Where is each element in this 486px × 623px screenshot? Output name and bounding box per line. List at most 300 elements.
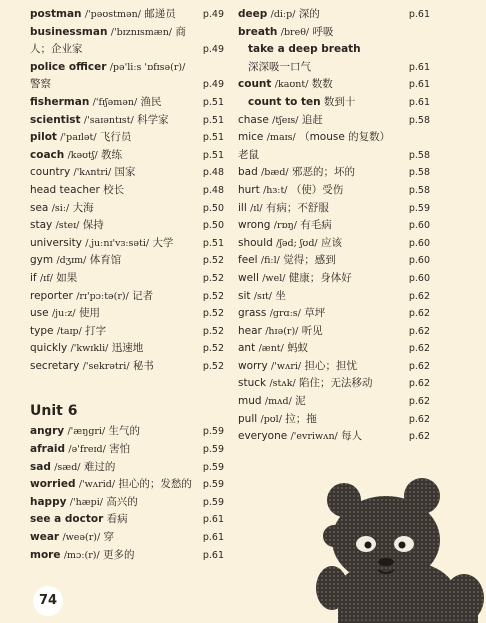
vocab-entry-more xyxy=(30,547,224,565)
vocab-entry-wrong xyxy=(238,217,430,235)
page-reference: p.51 xyxy=(202,237,224,249)
page-reference: p.62 xyxy=(408,413,430,425)
headword: wear xyxy=(30,531,60,544)
headword: head teacher xyxy=(30,183,100,196)
entry-text xyxy=(30,24,224,59)
chinese-gloss: 打字 xyxy=(85,324,107,337)
entry-text xyxy=(238,252,430,270)
vocab-entry-gym xyxy=(30,252,224,270)
headword: sad xyxy=(30,460,51,473)
phonetic: /'æŋgri/ xyxy=(67,426,106,438)
vocab-entry-postman xyxy=(30,6,224,24)
headword: reporter xyxy=(30,289,73,302)
headword: coach xyxy=(30,148,65,161)
page-reference: p.60 xyxy=(408,237,430,249)
entry-text xyxy=(30,511,224,529)
page-reference: p.62 xyxy=(408,325,430,337)
phonetic: /'kʌntri/ xyxy=(73,167,112,179)
vocab-entry-university xyxy=(30,235,224,253)
phonetic: /kəʊtʃ/ xyxy=(67,149,98,161)
chinese-gloss: 更多的 xyxy=(103,548,135,561)
chinese-gloss: 国家 xyxy=(114,166,136,179)
entry-text xyxy=(30,270,224,288)
vocab-entry-hear xyxy=(238,323,430,341)
chinese-gloss: （mouse 的复数）老鼠 xyxy=(238,131,391,161)
entry-text xyxy=(238,235,430,253)
entry-text xyxy=(30,217,224,235)
vocab-entry-see-a-doctor xyxy=(30,511,224,529)
chinese-gloss: 每人 xyxy=(341,430,363,443)
chinese-gloss: 保持 xyxy=(82,219,104,232)
phonetic: /'fɪʃəmən/ xyxy=(92,96,138,108)
page-reference: p.61 xyxy=(202,549,224,561)
phonetic: /grɑːs/ xyxy=(269,308,301,320)
headword: mice xyxy=(238,131,264,144)
chinese-gloss: 穿 xyxy=(103,531,115,544)
chinese-gloss: 害怕 xyxy=(109,443,131,456)
vocab-entry-everyone xyxy=(238,428,430,446)
entry-text xyxy=(238,59,430,77)
headword: grass xyxy=(238,307,267,320)
entry-text xyxy=(238,112,430,130)
headword: ant xyxy=(238,342,256,355)
page-reference: p.48 xyxy=(202,184,224,196)
entry-text xyxy=(30,459,224,477)
headword: pilot xyxy=(30,131,57,144)
headword: university xyxy=(30,236,82,249)
vocab-entry-deep xyxy=(238,6,430,24)
entry-text xyxy=(30,358,224,376)
phonetic: /ə'freɪd/ xyxy=(68,444,106,456)
phonetic: /taɪp/ xyxy=(56,325,82,337)
headword: use xyxy=(30,307,49,320)
entry-text xyxy=(238,129,430,164)
page-reference: p.49 xyxy=(202,44,224,56)
entry-text xyxy=(238,164,430,182)
headword: angry xyxy=(30,425,65,438)
headword: worry xyxy=(238,359,268,372)
headword: stay xyxy=(30,219,53,232)
page-reference: p.61 xyxy=(202,514,224,526)
page-reference: p.61 xyxy=(408,9,430,20)
headword: worried xyxy=(30,478,76,491)
phonetic: /'evriwʌn/ xyxy=(290,431,338,443)
headword: sit xyxy=(238,289,251,302)
page-reference: p.62 xyxy=(408,343,430,355)
entry-text xyxy=(238,76,430,94)
phonetic: /sæd/ xyxy=(54,461,81,473)
page-reference: p.62 xyxy=(408,431,430,443)
page-reference: p.50 xyxy=(202,220,224,232)
page-reference: p.59 xyxy=(202,444,224,456)
headword: count to ten xyxy=(248,95,321,108)
vocab-entry-feel xyxy=(238,252,430,270)
vocab-entry-stuck xyxy=(238,375,430,393)
entry-text xyxy=(30,476,224,494)
entry-text xyxy=(30,305,224,323)
headword: well xyxy=(238,271,259,284)
headword: count xyxy=(238,78,272,91)
chinese-gloss: 邮递员 xyxy=(144,8,176,20)
chinese-gloss: 陷住；无法移动 xyxy=(299,377,373,390)
entry-text xyxy=(238,200,430,218)
phonetic: /hɪə(r)/ xyxy=(265,325,299,337)
phonetic: /'kwɪkli/ xyxy=(70,343,109,355)
chinese-gloss: 生气的 xyxy=(108,425,141,438)
entry-text xyxy=(30,547,224,565)
entry-text xyxy=(30,200,224,218)
page-reference: p.62 xyxy=(408,396,430,408)
phonetic: /ɪl/ xyxy=(250,202,263,214)
headword: hurt xyxy=(238,183,260,196)
phonetic: /stʌk/ xyxy=(269,378,296,390)
phonetic: /hɜːt/ xyxy=(263,184,288,196)
vocab-entry-should xyxy=(238,235,430,253)
chinese-gloss: 商人；企业家 xyxy=(30,25,186,56)
entry-text xyxy=(238,375,430,393)
vocab-entry-well xyxy=(238,270,430,288)
chinese-gloss: 邪恶的；坏的 xyxy=(291,166,355,179)
chinese-gloss: 觉得；感到 xyxy=(283,254,336,267)
chinese-gloss: 坐 xyxy=(275,289,286,302)
chinese-gloss: 蚂蚁 xyxy=(287,342,309,355)
headword: feel xyxy=(238,254,258,267)
page-reference: p.58 xyxy=(408,184,430,196)
page-reference: p.62 xyxy=(408,290,430,302)
page-reference: p.52 xyxy=(202,308,224,320)
headword: ill xyxy=(238,201,247,214)
chinese-gloss: 呼吸 xyxy=(312,25,334,38)
headword: scientist xyxy=(30,113,81,126)
chinese-gloss: 警察 xyxy=(30,78,51,91)
phonetic: /pə'liːs 'ɒfɪsə(r)/ xyxy=(109,61,186,73)
chinese-gloss: 记者 xyxy=(132,289,154,302)
chinese-gloss: 大学 xyxy=(152,236,174,249)
headword: postman xyxy=(30,8,82,20)
entry-text xyxy=(238,340,430,358)
chinese-gloss: 担心的；发愁的 xyxy=(118,478,192,491)
entry-text xyxy=(238,393,430,411)
chinese-gloss: 如果 xyxy=(56,271,78,284)
sub-entry xyxy=(238,94,430,112)
vocab-entry-sad xyxy=(30,459,224,477)
headword: stuck xyxy=(238,377,267,390)
entry-text xyxy=(238,323,430,341)
chinese-gloss: 有病；不舒服 xyxy=(265,201,329,214)
entry-text xyxy=(238,41,430,59)
vocab-entry-fisherman xyxy=(30,94,224,112)
headword: police officer xyxy=(30,60,107,73)
entry-text xyxy=(238,411,430,429)
phonetic: /'paɪlət/ xyxy=(60,132,97,144)
entry-text xyxy=(238,428,430,446)
chinese-gloss: 看病 xyxy=(106,513,128,526)
headword: businessman xyxy=(30,25,108,38)
chinese-gloss: 校长 xyxy=(103,183,125,196)
page-reference: p.62 xyxy=(408,378,430,390)
page-reference: p.51 xyxy=(202,96,224,108)
headword: should xyxy=(238,236,273,249)
page-reference: p.58 xyxy=(408,114,430,126)
vocab-entry-use xyxy=(30,305,224,323)
phonetic: /mɔː(r)/ xyxy=(63,549,100,561)
chinese-gloss: 追赶 xyxy=(301,113,323,126)
vocab-entry-breath xyxy=(238,24,430,42)
entry-text xyxy=(30,441,224,459)
entry-text xyxy=(238,182,430,200)
phonetic: /kaʊnt/ xyxy=(274,79,309,91)
entry-text xyxy=(238,358,430,376)
word-list-continued xyxy=(238,6,430,446)
entry-text xyxy=(30,59,224,94)
vocab-entry-ill xyxy=(238,200,430,218)
headword: sea xyxy=(30,201,49,214)
phonetic: /'wʌri/ xyxy=(271,360,302,372)
word-list-right-column xyxy=(238,6,430,446)
headword: chase xyxy=(238,113,269,126)
vocab-entry-head-teacher xyxy=(30,182,224,200)
chinese-gloss: 深的 xyxy=(298,8,320,20)
vocab-entry-stay xyxy=(30,217,224,235)
headword: quickly xyxy=(30,342,68,355)
word-list-left-column xyxy=(30,6,224,564)
headword: gym xyxy=(30,254,54,267)
chinese-gloss: 体育馆 xyxy=(89,254,122,267)
phonetic: /sɪt/ xyxy=(253,290,272,302)
headword: take a deep breath xyxy=(248,43,361,56)
word-list-unit-6 xyxy=(30,423,224,564)
vocab-entry-coach xyxy=(30,147,224,165)
page-reference: p.62 xyxy=(408,360,430,372)
headword: if xyxy=(30,271,37,284)
page-reference: p.60 xyxy=(408,272,430,284)
vocab-entry-secretary xyxy=(30,358,224,376)
headword: more xyxy=(30,548,61,561)
chinese-gloss: 使用 xyxy=(78,307,100,320)
vocab-entry-sea xyxy=(30,200,224,218)
entry-text xyxy=(30,6,224,24)
phonetic: /breθ/ xyxy=(280,26,310,38)
phonetic: /siː/ xyxy=(51,202,70,214)
chinese-gloss: 担心；担忧 xyxy=(304,359,357,372)
headword: country xyxy=(30,166,71,179)
vocab-entry-count xyxy=(238,76,430,94)
entry-text xyxy=(238,305,430,323)
chinese-gloss: 渔民 xyxy=(140,95,162,108)
page-reference: p.52 xyxy=(202,290,224,302)
page-reference: p.51 xyxy=(202,114,224,126)
phonetic: /bæd/ xyxy=(261,167,289,179)
page-reference: p.49 xyxy=(202,9,224,20)
vocab-entry-police-officer xyxy=(30,59,224,94)
entry-text xyxy=(30,423,224,441)
page-reference: p.59 xyxy=(202,426,224,438)
vocab-entry-if xyxy=(30,270,224,288)
phonetic: /'wʌrid/ xyxy=(78,479,116,491)
page-reference: p.58 xyxy=(408,149,430,161)
page-reference: p.51 xyxy=(202,149,224,161)
phonetic: /mʌd/ xyxy=(264,396,292,408)
headword: afraid xyxy=(30,443,66,456)
headword: mud xyxy=(238,395,262,408)
chinese-gloss: 应该 xyxy=(320,236,342,249)
page-reference: p.61 xyxy=(202,532,224,544)
vocab-entry-mud xyxy=(238,393,430,411)
headword: everyone xyxy=(238,430,288,443)
phonetic: /'saɪəntɪst/ xyxy=(83,114,134,126)
chinese-gloss: 数数 xyxy=(311,78,333,91)
chinese-gloss: 泥 xyxy=(295,395,306,408)
headword: wrong xyxy=(238,219,271,232)
vocab-entry-pull xyxy=(238,411,430,429)
unit-6-heading: Unit 6 xyxy=(30,403,78,420)
phonetic: /tʃeɪs/ xyxy=(272,114,299,126)
phonetic: /maɪs/ xyxy=(266,132,296,144)
phonetic: /'bɪznɪsmæn/ xyxy=(110,26,173,38)
phonetic: /'pəʊstmən/ xyxy=(84,9,141,20)
phonetic: /pʊl/ xyxy=(260,413,282,425)
vocab-entry-wear xyxy=(30,529,224,547)
entry-text xyxy=(238,217,430,235)
page-reference: p.62 xyxy=(408,308,430,320)
chinese-gloss: （使）受伤 xyxy=(290,183,344,196)
chinese-gloss: 有毛病 xyxy=(300,219,332,232)
headword: fisherman xyxy=(30,95,90,108)
chinese-gloss: 秘书 xyxy=(132,359,154,372)
phonetic: /wel/ xyxy=(262,272,286,284)
headword: happy xyxy=(30,495,67,508)
vocab-entry-chase xyxy=(238,112,430,130)
entry-text xyxy=(30,252,224,270)
sub-entry xyxy=(238,59,430,77)
chinese-gloss: 深深吸一口气 xyxy=(248,60,311,73)
entry-text xyxy=(30,323,224,341)
page-reference: p.60 xyxy=(408,220,430,232)
entry-text xyxy=(238,24,430,42)
phonetic: /rɒŋ/ xyxy=(273,220,297,232)
chinese-gloss: 健康；身体好 xyxy=(288,271,352,284)
phonetic: /diːp/ xyxy=(270,9,296,20)
page-reference: p.52 xyxy=(202,325,224,337)
page-reference: p.61 xyxy=(408,79,430,91)
vocab-entry-reporter xyxy=(30,288,224,306)
page-reference: p.52 xyxy=(202,272,224,284)
word-list-main xyxy=(30,6,224,375)
entry-text xyxy=(30,182,224,200)
phonetic: /rɪ'pɔːtə(r)/ xyxy=(76,290,129,302)
vocab-entry-pilot xyxy=(30,129,224,147)
vocab-entry-angry xyxy=(30,423,224,441)
entry-text xyxy=(238,288,430,306)
vocab-entry-businessman xyxy=(30,24,224,59)
page-reference: p.59 xyxy=(202,461,224,473)
phonetic: /weə(r)/ xyxy=(62,532,101,544)
entry-text xyxy=(238,94,430,112)
page-reference: p.48 xyxy=(202,167,224,179)
entry-text xyxy=(30,529,224,547)
entry-text xyxy=(30,94,224,112)
phonetic: /steɪ/ xyxy=(55,220,80,232)
page-reference: p.60 xyxy=(408,255,430,267)
vocab-entry-bad xyxy=(238,164,430,182)
sub-entry xyxy=(238,41,430,59)
headword: see a doctor xyxy=(30,513,104,526)
entry-text xyxy=(238,270,430,288)
chinese-gloss: 难过的 xyxy=(83,460,116,473)
chinese-gloss: 大海 xyxy=(72,201,94,214)
chinese-gloss: 听见 xyxy=(301,324,323,337)
phonetic: /ænt/ xyxy=(258,343,284,355)
chinese-gloss: 数到十 xyxy=(323,95,356,108)
vocab-entry-grass xyxy=(238,305,430,323)
chinese-gloss: 拉；拖 xyxy=(285,412,317,425)
page-reference: p.59 xyxy=(202,496,224,508)
headword: secretary xyxy=(30,359,80,372)
entry-text xyxy=(30,129,224,147)
vocab-entry-hurt xyxy=(238,182,430,200)
chinese-gloss: 草坪 xyxy=(304,307,326,320)
chinese-gloss: 科学家 xyxy=(137,113,169,126)
headword: pull xyxy=(238,412,258,425)
vocab-entry-country xyxy=(30,164,224,182)
page-reference: p.61 xyxy=(408,61,430,73)
page-reference: p.49 xyxy=(202,79,224,91)
phonetic: /'hæpi/ xyxy=(69,496,103,508)
page-reference: p.52 xyxy=(202,343,224,355)
phonetic: /ˌjuːnɪ'vɜːsəti/ xyxy=(85,237,150,249)
entry-text xyxy=(30,288,224,306)
chinese-gloss: 飞行员 xyxy=(99,131,132,144)
headword: bad xyxy=(238,166,258,179)
chinese-gloss: 高兴的 xyxy=(106,495,138,508)
headword: deep xyxy=(238,8,268,20)
page-reference: p.58 xyxy=(408,167,430,179)
page-reference: p.52 xyxy=(202,255,224,267)
headword: breath xyxy=(238,25,278,38)
phonetic: /'sekrətri/ xyxy=(82,360,130,372)
entry-text xyxy=(30,164,224,182)
page-reference: p.59 xyxy=(408,202,430,214)
vocab-entry-sit xyxy=(238,288,430,306)
page-reference: p.51 xyxy=(202,132,224,144)
phonetic: /fiːl/ xyxy=(260,255,280,267)
page-number-badge: 74 xyxy=(33,586,63,616)
entry-text xyxy=(238,6,430,24)
chinese-gloss: 迅速地 xyxy=(111,342,144,355)
page-reference: p.61 xyxy=(408,96,430,108)
vocab-entry-quickly xyxy=(30,340,224,358)
chinese-gloss: 教练 xyxy=(101,148,122,161)
phonetic: /dʒɪm/ xyxy=(56,255,87,267)
vocab-entry-afraid xyxy=(30,441,224,459)
headword: hear xyxy=(238,324,262,337)
entry-text xyxy=(30,112,224,130)
vocab-entry-worried xyxy=(30,476,224,494)
vocab-entry-worry xyxy=(238,358,430,376)
vocab-entry-type xyxy=(30,323,224,341)
phonetic: /juːz/ xyxy=(51,308,76,320)
page-reference: p.59 xyxy=(202,479,224,491)
page-reference: p.50 xyxy=(202,202,224,214)
headword: type xyxy=(30,324,54,337)
entry-text xyxy=(30,340,224,358)
cartoon-mascot-illustration xyxy=(304,478,486,623)
page-reference: p.52 xyxy=(202,360,224,372)
entry-text xyxy=(30,147,224,165)
phonetic: /ʃəd; ʃʊd/ xyxy=(276,237,318,249)
vocab-entry-mice xyxy=(238,129,430,164)
vocab-entry-happy xyxy=(30,494,224,512)
